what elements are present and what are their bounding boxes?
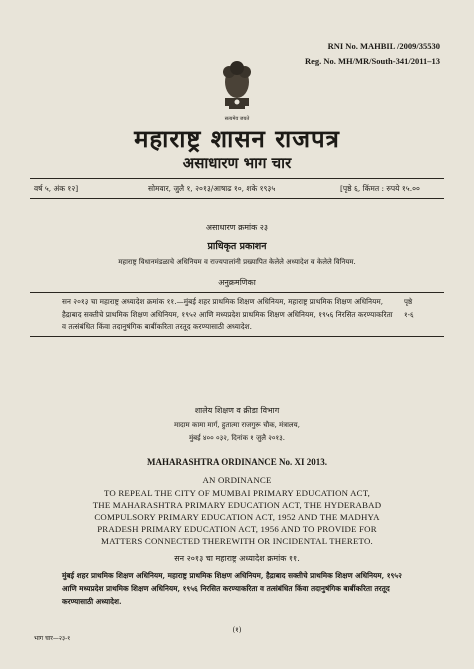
ordinance-text-marathi: मुंबई शहर प्राथमिक शिक्षण अधिनियम, महाराष्ट्र प्राथमिक शिक्षण अधिनियम, हैद्राबाद सक्तीचे प्राथमिक शिक्षण अधिनियम, १९५२ आणि मध्यप्रदेश प्राथमिक शिक्षण अधिनियम, १९५६ निरसित करण्याकरिता व तत्संबंधित किंवा तदानुषंगिक बाबींकरिता तरतूद करण्यासाठी अध्यादेश. xyxy=(62,571,402,606)
index-pages-label: पृष्ठे xyxy=(404,298,413,306)
index-top-rule xyxy=(30,292,444,293)
ordinance-line-2: THE MAHARASHTRA PRIMARY EDUCATION ACT, THE HYDERABAD xyxy=(92,500,382,510)
ordinance-line-1: TO REPEAL THE CITY OF MUMBAI PRIMARY EDUCATION ACT, xyxy=(103,488,371,498)
index-heading: अनुक्रमणिका xyxy=(218,278,256,287)
publication-date: सोमवार, जुलै १, २०१३/आषाढ १०, शके १९३५ xyxy=(148,184,276,193)
emblem-caption: सत्यमेव जयते xyxy=(224,116,250,122)
part-reference: भाग चार—२३-१ xyxy=(34,635,71,642)
department-city-date: मुंबई ४०० ०३२, दिनांक १ जुलै २०१३. xyxy=(188,434,285,442)
an-ordinance-label: AN ORDINANCE xyxy=(202,475,272,485)
department-address: मादाम कामा मार्ग, हुतात्मा राजगुरू चौक, मंत्रालय, xyxy=(174,421,300,429)
index-entry-text: सन २०१३ चा महाराष्ट्र अध्यादेश क्रमांक ११.—मुंबई शहर प्राथमिक शिक्षण अधिनियम, महाराष्ट्र प्राथमिक शिक्षण अधिनियम, हैद्राबाद सक्तीचे प्राथमिक शिक्षण अधिनियम, १९५२ आणि मध्यप्रदेश प्राथमिक शिक्षण अधिनियम, १९५६ निरसित करण्याकरिता व तत्संबंधित किंवा तदानुषंगिक बाबींकरिता तरतूद करण्यासाठी अध्यादेश. xyxy=(62,297,393,331)
ordinance-line-4: PRADESH PRIMARY EDUCATION ACT, 1956 AND TO PROVIDE FOR xyxy=(97,524,377,534)
index-entry-pages: १-६ xyxy=(404,311,414,319)
state-emblem-icon xyxy=(213,58,261,122)
ordinance-line-5: MATTERS CONNECTED THEREWITH OR INCIDENTAL THERETO. xyxy=(101,536,373,546)
publication-note: महाराष्ट्र विधानमंडळाचे अधिनियम व राज्यपालांनी प्रख्यापित केलेले अध्यादेश व केलेले विनियम. xyxy=(118,258,356,266)
gazette-subtitle: असाधारण भाग चार xyxy=(182,154,292,172)
ordinance-line-3: COMPULSORY PRIMARY EDUCATION ACT, 1952 AND THE MADHYA xyxy=(94,512,380,522)
department-name: शालेय शिक्षण व क्रीडा विभाग xyxy=(194,406,280,415)
ordinance-heading-english: MAHARASHTRA ORDINANCE No. XI 2013. xyxy=(146,457,327,467)
gazette-title: महाराष्ट्र शासन राजपत्र xyxy=(134,124,340,153)
registration-number: Reg. No. MH/MR/South-341/2011–13 xyxy=(304,56,440,66)
index-bottom-rule xyxy=(30,336,444,337)
rni-number: RNI No. MAHBIL /2009/35530 xyxy=(327,41,440,51)
pages-price: [पृष्ठे ६, किंमत : रुपये १५.०० xyxy=(340,184,420,193)
page-number: (१) xyxy=(232,626,242,634)
ordinance-heading-marathi: सन २०१३ चा महाराष्ट्र अध्यादेश क्रमांक ११. xyxy=(174,554,300,563)
meta-bottom-rule xyxy=(30,198,444,199)
meta-top-rule xyxy=(30,178,444,179)
volume-issue: वर्ष ५, अंक १२] xyxy=(34,184,79,193)
extraordinary-number: असाधारण क्रमांक २३ xyxy=(205,223,269,232)
publication-title: प्राधिकृत प्रकाशन xyxy=(207,241,267,252)
